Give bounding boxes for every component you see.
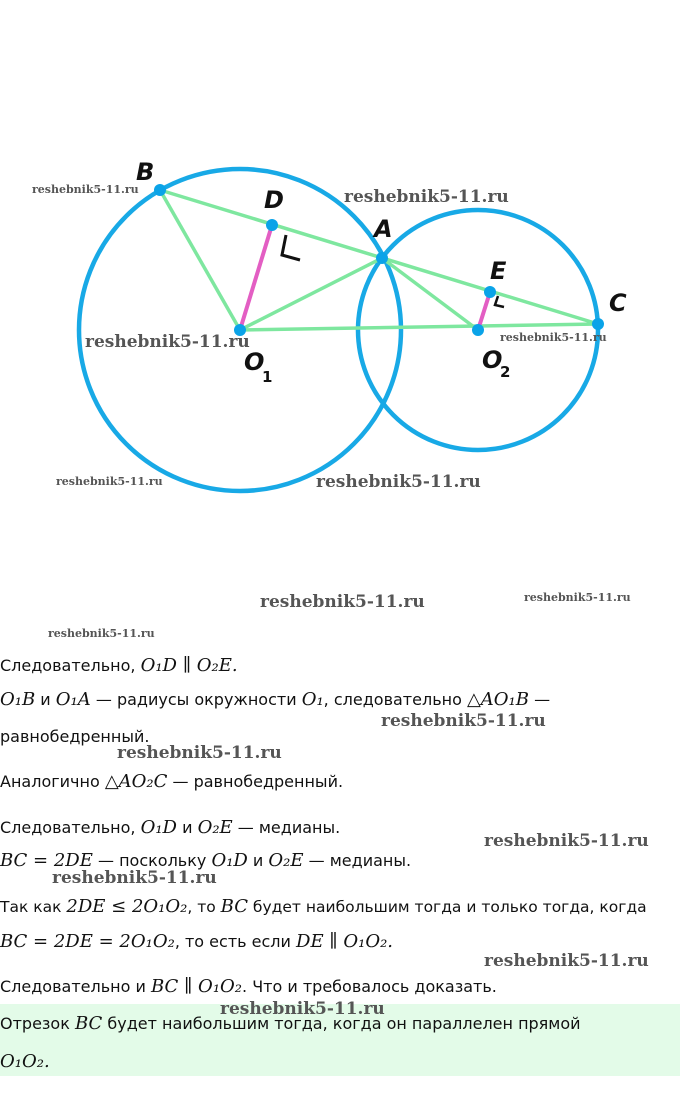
label-d: D [264, 186, 284, 214]
point-e [484, 286, 496, 298]
label-b: B [136, 158, 155, 186]
conclusion-line-2: O₁O₂. [0, 1051, 50, 1072]
text-line-1: Следовательно, O₁D ∥ O₂E. [0, 655, 238, 676]
label-o2-sub: 2 [500, 363, 511, 381]
label-o1: O [244, 348, 265, 376]
text-line-5: Следовательно, O₁D и O₂E — медианы. [0, 817, 341, 838]
point-o2 [472, 324, 484, 336]
watermark: reshebnik5-11.ru [500, 331, 607, 344]
watermark: reshebnik5-11.ru [381, 711, 546, 731]
watermark: reshebnik5-11.ru [32, 183, 139, 196]
watermark: reshebnik5-11.ru [117, 743, 282, 763]
label-c: C [609, 289, 627, 317]
watermark: reshebnik5-11.ru [56, 475, 163, 488]
watermark: reshebnik5-11.ru [484, 831, 649, 851]
label-a: A [374, 215, 393, 243]
right-angle-mark-e [495, 296, 504, 307]
geometry-figure [0, 0, 680, 520]
text-line-9: Следовательно и BC ∥ O₁O₂. Что и требовалось доказать. [0, 976, 497, 997]
watermark: reshebnik5-11.ru [52, 868, 217, 888]
watermark: reshebnik5-11.ru [220, 999, 385, 1019]
label-o1-sub: 1 [262, 368, 273, 386]
watermark: reshebnik5-11.ru [260, 592, 425, 612]
watermark: reshebnik5-11.ru [524, 591, 631, 604]
point-d [266, 219, 278, 231]
watermark: reshebnik5-11.ru [484, 951, 649, 971]
text-line-4: Аналогично △AO₂C — равнобедренный. [0, 771, 344, 792]
text-line-3: равнобедренный. [0, 727, 150, 746]
right-angle-mark-d [282, 235, 300, 260]
point-a [376, 252, 388, 264]
point-b [154, 184, 166, 196]
conclusion-line-1: Отрезок BC будет наибольшим тогда, когда он параллелен прямой [0, 1013, 581, 1034]
text-line-2: O₁B и O₁A — радиусы окружности O₁, следовательно △AO₁B — [0, 689, 551, 710]
segment-o1c [240, 324, 598, 330]
watermark: reshebnik5-11.ru [48, 627, 155, 640]
watermark: reshebnik5-11.ru [85, 332, 250, 352]
label-e: E [490, 257, 507, 285]
text-line-8: BC = 2DE = 2O₁O₂, то есть если DE ∥ O₁O₂. [0, 931, 394, 952]
watermark: reshebnik5-11.ru [344, 187, 509, 207]
text-line-6: BC = 2DE — поскольку O₁D и O₂E — медианы. [0, 850, 412, 871]
text-line-7: Так как 2DE ≤ 2O₁O₂, то BC будет наибольшим тогда и только тогда, когда [0, 896, 647, 917]
point-c [592, 318, 604, 330]
label-o2: O [482, 346, 503, 374]
watermark: reshebnik5-11.ru [316, 472, 481, 492]
